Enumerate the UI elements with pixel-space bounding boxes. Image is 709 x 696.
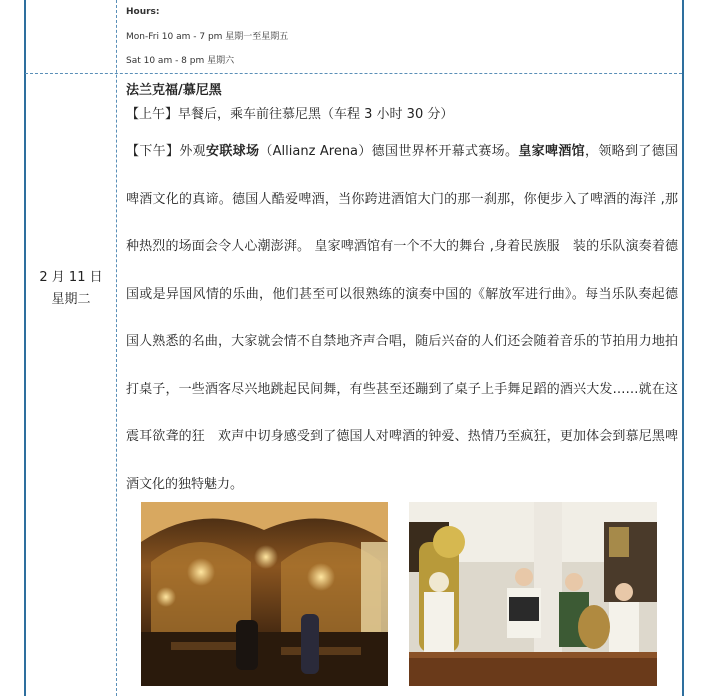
brass-band-photo [409, 502, 657, 686]
table-border-right [682, 0, 684, 696]
brewery-name: 皇家啤酒馆 [518, 144, 585, 159]
table-border-left [24, 0, 26, 696]
column-divider [116, 0, 117, 696]
morning-schedule: 【上午】早餐后，乘车前往慕尼黑（车程 3 小时 30 分） [126, 107, 454, 122]
date-cell [26, 267, 116, 311]
opening-hours [126, 7, 666, 78]
date-label: 2 月 11 日 [39, 270, 103, 285]
stadium-name: 安联球场 [205, 144, 260, 159]
day-content [126, 80, 678, 508]
route-title: 法兰克福/慕尼黑 [126, 83, 222, 98]
hours-weekday-line: Mon-Fri 10 am - 7 pm 星期一至星期五 [126, 32, 289, 42]
hours-title: Hours: [126, 7, 160, 17]
afternoon-schedule [126, 128, 678, 508]
hours-saturday-line: Sat 10 am - 8 pm 星期六 [126, 56, 235, 66]
brewery-description: ，领略到了德国啤酒文化的真谛。德国人酷爱啤酒，当你跨进酒馆大门的那一刹那，你便步入了啤酒的海洋 ,那种热烈的场面会令人心潮澎湃。 皇家啤酒馆有一个不大的舞台 ,身着民族服 装的乐队演奏着德国或是异国风情的乐曲，他们甚至可以很熟练的演奏中国的《解放军进行曲》。每当乐队奏起德国人熟悉的名曲，大家就会情不自禁地齐声合唱，随后兴奋的人们还会随着音乐的节拍用力地拍打桌子，一些酒客尽兴地跳起民间舞，有些甚至还蹦到了桌子上手舞足蹈的酒兴大发……就在这震耳欲聋的狂 欢声中切身感受到了德国人对啤酒的钟爱、热情乃至疯狂，更加体会到慕尼黑啤酒文化的独特魅力。 [126, 144, 678, 492]
beer-hall-interior-photo [141, 502, 388, 686]
weekday-label: 星期二 [51, 292, 91, 307]
stadium-description: （Allianz Arena）德国世界杯开幕式赛场。 [259, 144, 519, 159]
afternoon-prefix: 【下午】外观 [126, 144, 206, 159]
